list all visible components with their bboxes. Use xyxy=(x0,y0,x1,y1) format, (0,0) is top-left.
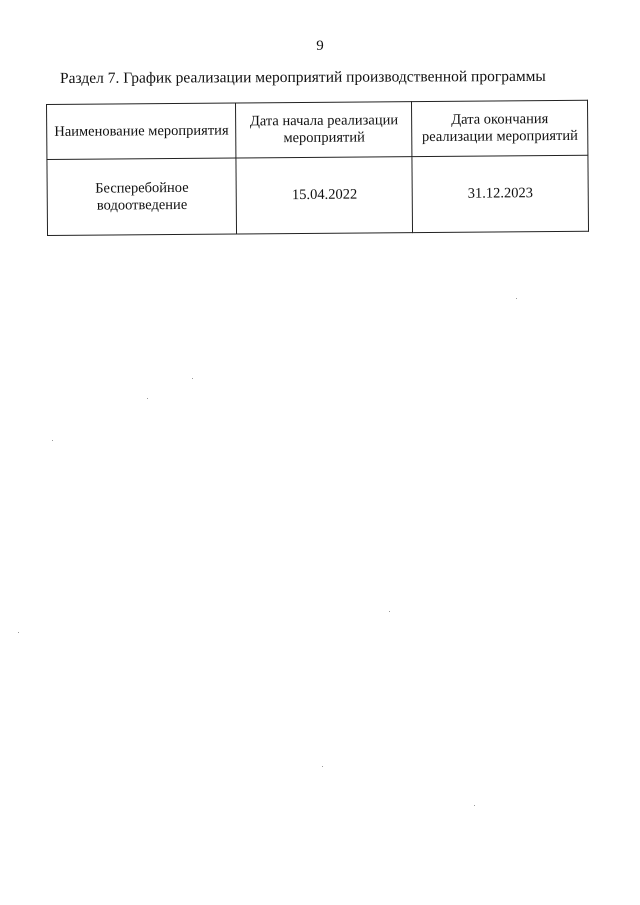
schedule-table xyxy=(46,100,589,236)
scan-speck xyxy=(18,632,19,633)
header-event-name: Наименование мероприятия xyxy=(47,103,237,159)
scan-speck xyxy=(52,440,53,441)
header-end-date: Дата окончания реализации мероприятий xyxy=(412,100,588,156)
table-header xyxy=(47,100,588,159)
cell-end-date: 31.12.2023 xyxy=(412,155,588,232)
scan-speck xyxy=(147,398,148,399)
cell-event-name: Бесперебойное водоотведение xyxy=(47,158,237,235)
table-row xyxy=(47,155,589,235)
cell-start-date: 15.04.2022 xyxy=(236,157,412,234)
scan-speck xyxy=(474,805,475,806)
scan-speck xyxy=(192,378,193,379)
table-header-row xyxy=(47,100,588,159)
scan-speck xyxy=(516,298,517,299)
table-body xyxy=(47,155,589,235)
scan-speck xyxy=(389,611,390,612)
scan-speck xyxy=(322,766,323,767)
section-title: Раздел 7. График реализации мероприятий производственной программы xyxy=(60,67,546,87)
header-start-date: Дата начала реализации мероприятий xyxy=(236,102,412,158)
page-number: 9 xyxy=(316,38,324,54)
